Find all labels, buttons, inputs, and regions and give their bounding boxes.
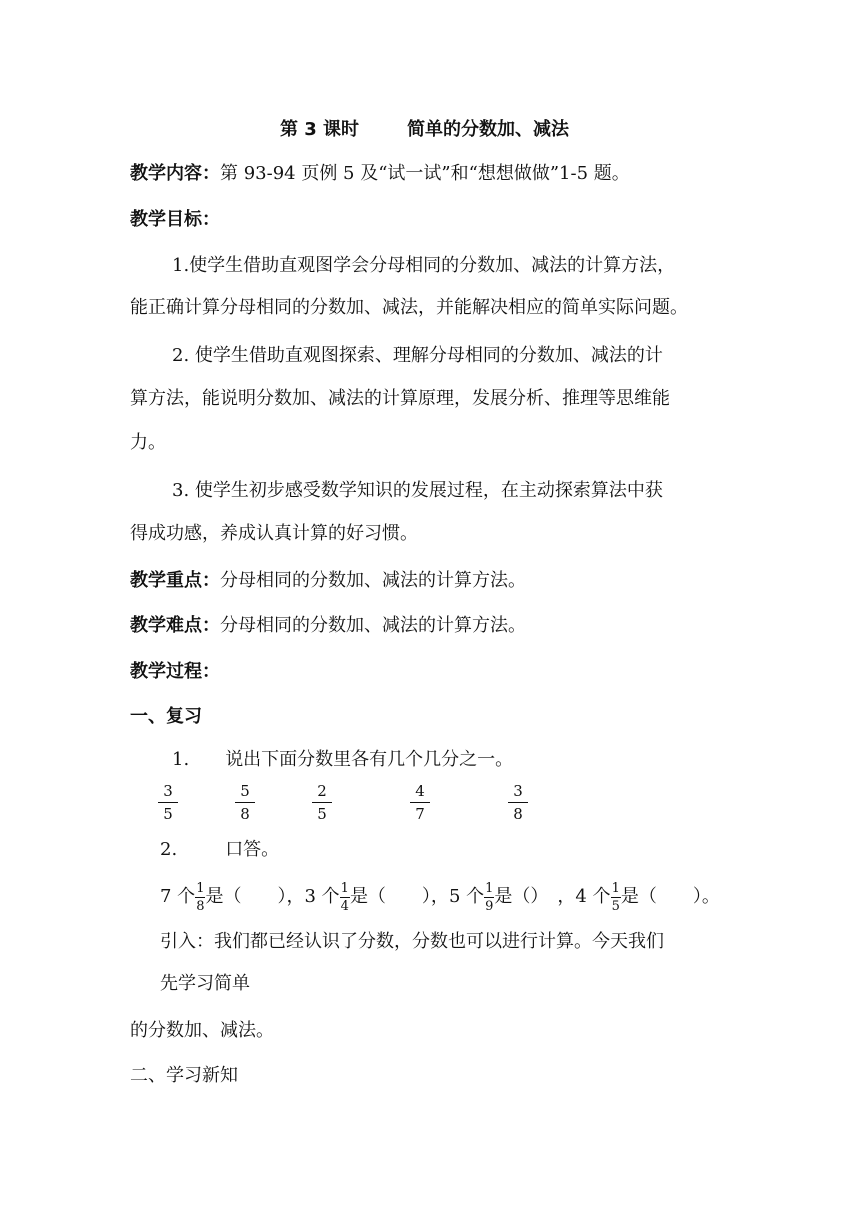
fraction-1: 3 5	[158, 784, 178, 822]
lesson-title	[280, 118, 569, 142]
goal-2-line-2: 算方法，能说明分数加、减法的计算原理，发展分析、推理等思维能	[130, 388, 670, 409]
question-1	[172, 748, 513, 772]
key-point-text: 分母相同的分数加、减法的计算方法。	[220, 570, 526, 591]
question-2	[160, 838, 279, 862]
content-text: 第 93-94 页例 5 及“试一试”和“想想做做”1-5 题。	[220, 163, 630, 184]
difficulty-label: 教学难点：	[130, 615, 220, 636]
oral-item-4: 4 个 $\frac{1}{5}$ 是（ ）。	[575, 880, 720, 914]
fraction-3: 2 5	[312, 784, 332, 822]
oral-item-3: 5 个 $\frac{1}{9}$ 是（） ，	[448, 880, 576, 914]
goal-3-line-2: 得成功感，养成认真计算的好习惯。	[130, 523, 418, 544]
fraction-2: 5 8	[235, 784, 255, 822]
oral-answers	[160, 878, 720, 916]
key-point	[130, 569, 526, 593]
content-label: 教学内容：	[130, 163, 220, 184]
new-section-heading: 二、学习新知	[130, 1065, 238, 1086]
oral-item-1: 7 个 $\frac{1}{8}$ 是（ ），	[160, 880, 305, 914]
lesson-number: 第 3 课时	[280, 119, 360, 140]
teaching-content	[130, 162, 630, 186]
goal-2-line-1: 2. 使学生借助直观图探索、理解分母相同的分数加、减法的计	[172, 345, 663, 366]
process-label: 教学过程：	[130, 661, 220, 682]
intro-line-1: 引入：我们都已经认识了分数，分数也可以进行计算。今天我们	[160, 931, 664, 952]
lesson-topic: 简单的分数加、减法	[407, 119, 570, 140]
intro-line-2: 先学习简单	[160, 973, 250, 994]
goal-3-line-1: 3. 使学生初步感受数学知识的发展过程，在主动探索算法中获	[172, 480, 663, 501]
intro-line-3: 的分数加、减法。	[130, 1020, 274, 1041]
oral-item-2: 3 个 $\frac{1}{4}$ 是（ ），	[304, 880, 449, 914]
question-2-number: 2.	[160, 839, 178, 860]
fraction-5: 3 8	[508, 784, 528, 822]
key-point-label: 教学重点：	[130, 570, 220, 591]
difficulty-text: 分母相同的分数加、减法的计算方法。	[220, 615, 526, 636]
goals-label: 教学目标：	[130, 209, 220, 230]
goal-2-line-3: 力。	[130, 432, 166, 453]
review-heading: 一、复习	[130, 706, 202, 727]
question-1-text: 说出下面分数里各有几个几分之一。	[225, 749, 514, 770]
goal-1-line-1: 1.使学生借助直观图学会分母相同的分数加、减法的计算方法，	[172, 255, 676, 276]
question-1-number: 1.	[172, 749, 190, 770]
goal-1-line-2: 能正确计算分母相同的分数加、减法，并能解决相应的简单实际问题。	[130, 297, 688, 318]
fraction-4: 4 7	[410, 784, 430, 822]
question-2-text: 口答。	[225, 839, 280, 860]
difficulty	[130, 614, 526, 638]
